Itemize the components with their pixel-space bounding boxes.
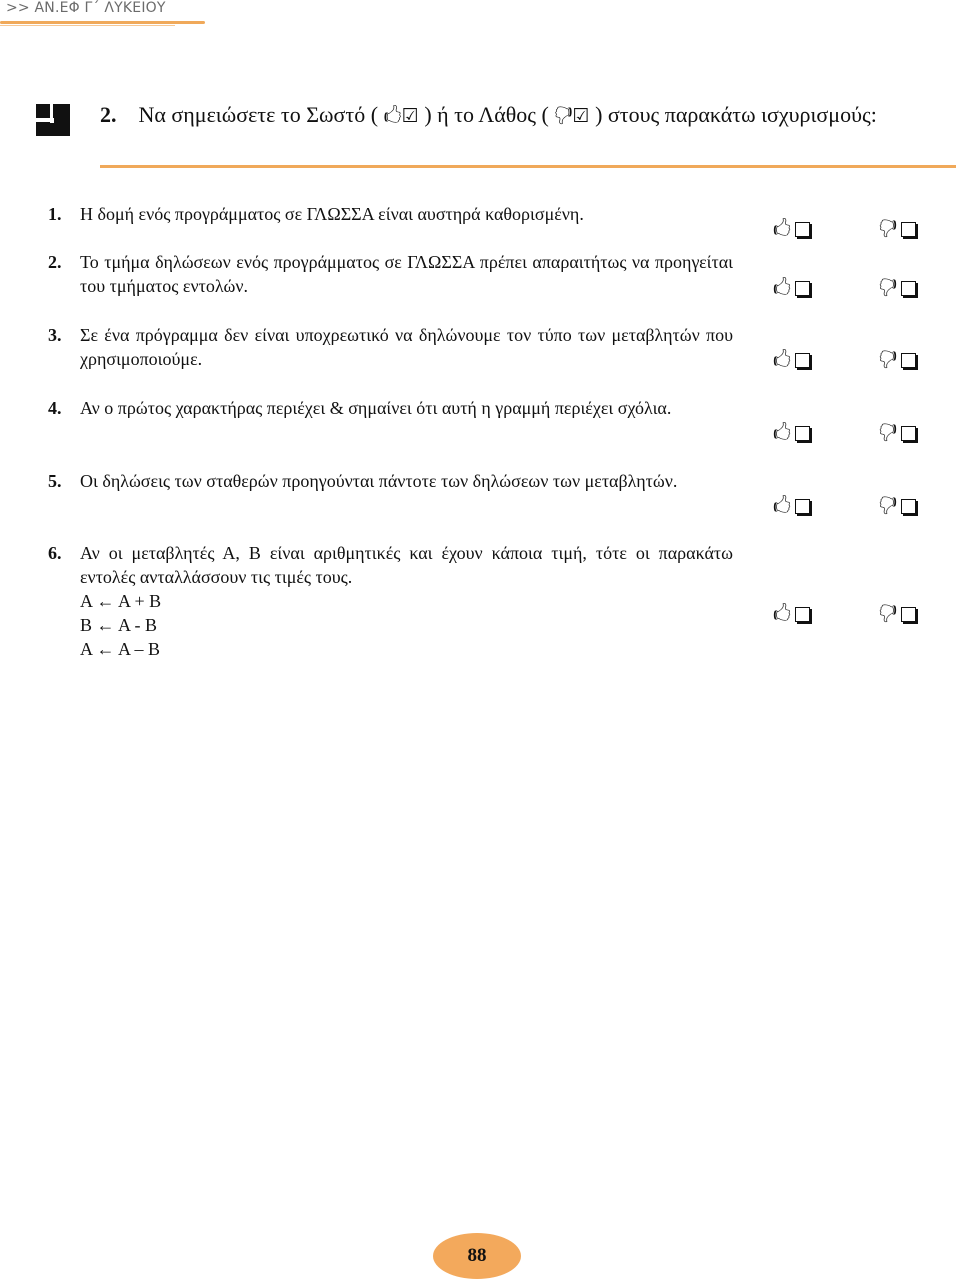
section-marker-icon	[36, 104, 70, 136]
thumbs-up-icon: 🖒	[772, 277, 792, 299]
false-option[interactable]	[876, 492, 924, 520]
checkbox-icon[interactable]	[795, 426, 810, 441]
false-option[interactable]	[876, 419, 924, 447]
checkbox-icon[interactable]	[795, 281, 810, 296]
statement-number: 1.	[48, 204, 62, 224]
statement-4	[48, 396, 733, 420]
checkbox-icon[interactable]	[901, 499, 916, 514]
thumbs-down-icon: 🖓	[878, 495, 898, 517]
header-text: >> ΑΝ.ΕΦ Γ΄ ΛΥΚΕΙΟΥ	[6, 0, 166, 16]
answer-row-1	[770, 215, 930, 243]
thumbs-up-icon: 🖒	[772, 495, 792, 517]
header-rule-thin	[0, 25, 175, 26]
checkbox-icon[interactable]	[901, 607, 916, 622]
exercise-title	[100, 98, 946, 133]
checkbox-icon[interactable]	[901, 281, 916, 296]
statement-text: Αν οι μεταβλητές Α, Β είναι αριθμητικές και έχουν κάποια τιμή, τότε οι παρακάτω εντολές ανταλλάσσουν τις τιμές τους.	[80, 543, 733, 587]
code-line-3: Α ← Α – Β	[80, 639, 161, 659]
thumbs-up-icon: 🖒	[772, 603, 792, 625]
true-option[interactable]	[770, 492, 818, 520]
header-rule	[0, 21, 205, 24]
statement-text: Αν ο πρώτος χαρακτήρας περιέχει & σημαίνει ότι αυτή η γραμμή περιέχει σχόλια.	[80, 398, 672, 418]
thumbs-up-icon: 🖒	[772, 422, 792, 444]
answer-row-4	[770, 419, 930, 447]
thumbs-up-icon: 🖒	[772, 349, 792, 371]
statement-number: 6.	[48, 543, 62, 563]
statement-number: 5.	[48, 471, 62, 491]
answer-row-3	[770, 346, 930, 374]
false-option[interactable]	[876, 600, 924, 628]
statement-text: Σε ένα πρόγραμμα δεν είναι υποχρεωτικό να δηλώνουμε τον τύπο των μεταβλητών που χρησιμοποιούμε.	[80, 325, 733, 369]
checkbox-icon[interactable]	[901, 353, 916, 368]
true-option[interactable]	[770, 600, 818, 628]
thumbs-down-icon: 🖓	[878, 218, 898, 240]
checkbox-icon[interactable]	[795, 222, 810, 237]
false-option[interactable]	[876, 346, 924, 374]
title-rule	[100, 165, 956, 168]
exercise-number: 2.	[100, 102, 117, 127]
false-option[interactable]	[876, 274, 924, 302]
true-option[interactable]	[770, 274, 818, 302]
statement-number: 2.	[48, 252, 62, 272]
statement-text: Οι δηλώσεις των σταθερών προηγούνται πάντοτε των δηλώσεων των μεταβλητών.	[80, 471, 678, 491]
statement-2	[48, 250, 733, 298]
checkbox-icon[interactable]	[795, 499, 810, 514]
code-line-1: Α ← Α + Β	[80, 591, 162, 611]
true-option[interactable]	[770, 215, 818, 243]
code-line-2: Β ← Α - Β	[80, 615, 158, 635]
checkbox-icon[interactable]	[795, 353, 810, 368]
statement-5	[48, 469, 733, 493]
checkbox-icon[interactable]	[795, 607, 810, 622]
title-part3: ) στους παρακάτω ισχυρισμούς:	[595, 102, 877, 127]
statement-number: 4.	[48, 398, 62, 418]
true-option[interactable]	[770, 346, 818, 374]
statement-6	[48, 541, 733, 661]
page-number: 88	[433, 1233, 521, 1279]
checkbox-icon[interactable]	[901, 222, 916, 237]
thumbs-down-icon: 🖓	[878, 422, 898, 444]
statement-text: Η δομή ενός προγράμματος σε ΓΛΩΣΣΑ είναι αυστηρά καθορισμένη.	[80, 204, 584, 224]
thumbs-down-icon: 🖓	[878, 349, 898, 371]
true-option[interactable]	[770, 419, 818, 447]
thumbs-down-icon: 🖓	[878, 277, 898, 299]
true-mark-icon: 🖒☑	[383, 105, 419, 127]
title-part2: ) ή το Λάθος (	[424, 102, 549, 127]
statement-text: Το τμήμα δηλώσεων ενός προγράμματος σε ΓΛΩΣΣΑ πρέπει απαραιτήτως να προηγείται του τμήματος εντολών.	[80, 252, 733, 296]
statement-number: 3.	[48, 325, 62, 345]
answer-row-6	[770, 600, 930, 628]
thumbs-down-icon: 🖓	[878, 603, 898, 625]
running-header	[0, 0, 230, 30]
checkbox-icon[interactable]	[901, 426, 916, 441]
thumbs-up-icon: 🖒	[772, 218, 792, 240]
answer-row-2	[770, 274, 930, 302]
answer-row-5	[770, 492, 930, 520]
false-mark-icon: 🖓☑	[554, 105, 590, 127]
title-part1: Να σημειώσετε το Σωστό (	[138, 102, 379, 127]
statement-3	[48, 323, 733, 371]
statement-1	[48, 202, 733, 226]
false-option[interactable]	[876, 215, 924, 243]
